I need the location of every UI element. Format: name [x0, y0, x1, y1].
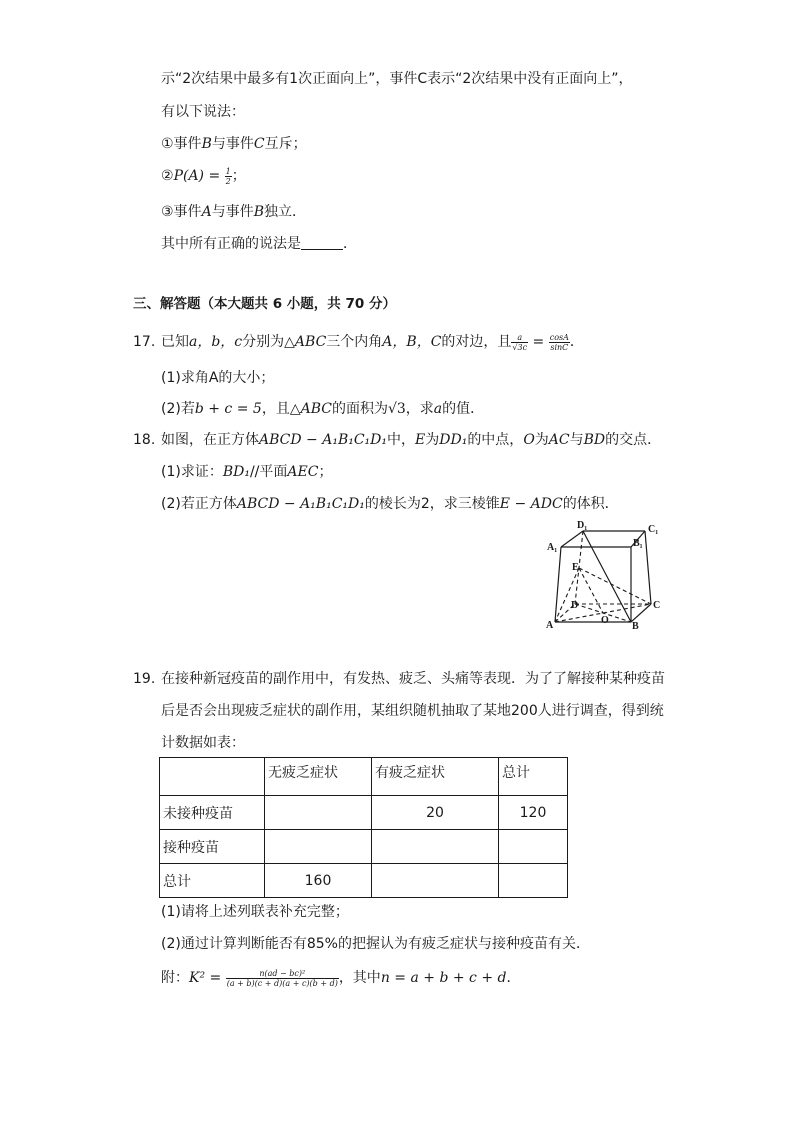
- q18-number: 18.: [133, 432, 156, 448]
- frac-den: 2: [225, 176, 231, 186]
- label-b: B: [632, 621, 639, 632]
- table-cell: [499, 830, 568, 864]
- text: 如图，在正方体: [161, 432, 259, 448]
- expr: b + c = 5: [194, 401, 262, 417]
- text: ，且: [261, 401, 290, 417]
- text: 三个内角: [326, 334, 383, 350]
- text: ．: [506, 970, 521, 986]
- table-cell: [372, 830, 499, 864]
- text: 与事件: [211, 136, 254, 152]
- text: 的交点．: [605, 432, 662, 448]
- text: 附：: [161, 970, 189, 986]
- text: 为: [534, 432, 549, 448]
- var-a: A: [201, 204, 212, 220]
- frac-num: a: [511, 333, 528, 343]
- triangle: △ABC: [284, 334, 327, 350]
- table-cell: [160, 758, 265, 796]
- frac-num: 1: [225, 166, 231, 176]
- triangle: △ABC: [289, 401, 332, 417]
- cube: ABCD − A₁B₁C₁D₁: [259, 432, 388, 448]
- q19-line1: 在接种新冠疫苗的副作用中，有发热、疲乏、头痛等表现．为了了解接种某种疫苗: [161, 671, 665, 687]
- q17-part1: (1)求角A的大小；: [161, 370, 275, 386]
- table-header-row: [160, 758, 568, 796]
- text: 已知: [161, 334, 189, 350]
- text: (1)求证：: [161, 464, 223, 480]
- label-c: C: [653, 600, 661, 611]
- var-b: B: [253, 204, 264, 220]
- text: //平面: [249, 464, 288, 480]
- text: 互斥；: [264, 136, 307, 152]
- q18-part2: [161, 494, 619, 514]
- plane-aec: AEC: [287, 464, 319, 480]
- table-cell: [372, 864, 499, 898]
- text: 的中点，: [467, 432, 524, 448]
- text: ，其中: [338, 970, 381, 986]
- text: 与事件: [211, 204, 254, 220]
- fraction-half: [225, 167, 232, 186]
- segment-bd1: BD₁: [222, 464, 250, 480]
- prob-expr: P(A) =: [173, 168, 225, 184]
- frac-num: n(ad − bc)²: [226, 969, 339, 979]
- segment-e-c: [579, 568, 651, 604]
- table-cell: [265, 796, 372, 830]
- table-cell: [499, 864, 568, 898]
- text: ，求: [405, 401, 434, 417]
- text: 的值．: [442, 401, 485, 417]
- point-o: O: [523, 432, 535, 448]
- q19-part1: (1)请将上述列联表补充完整；: [161, 904, 349, 920]
- text: (2)若正方体: [161, 496, 237, 512]
- n-expr: n = a + b + c + d: [380, 970, 507, 986]
- table-row-label: 未接种疫苗: [160, 796, 265, 830]
- k-squared: K² =: [189, 970, 226, 986]
- frac-den: √3c: [512, 342, 528, 352]
- q16-line1: 示“2次结果中最多有1次正面向上”，事件C表示“2次结果中没有正面向上”，: [161, 71, 633, 87]
- angles: A，B，C: [382, 334, 442, 350]
- table-row: [160, 830, 568, 864]
- text: 的面积为: [331, 401, 388, 417]
- q17-stem: [161, 332, 584, 352]
- segment-dd1: DD₁: [439, 432, 468, 448]
- label-d: D: [571, 600, 579, 611]
- text: ②: [161, 168, 174, 184]
- point-e: E: [415, 432, 426, 448]
- table-header-cell: 无疲乏症状: [265, 758, 372, 796]
- var-a: a: [433, 401, 443, 417]
- label-d1: D₁: [577, 520, 588, 531]
- q16-ask: [161, 234, 357, 254]
- section-title: 三、解答题（本大题共 6 小题，共 70 分）: [133, 296, 396, 312]
- table-cell: [265, 830, 372, 864]
- label-e: E: [572, 562, 579, 573]
- table-cell: 120: [499, 796, 568, 830]
- text: 为: [425, 432, 440, 448]
- text: 其中所有正确的说法是: [161, 236, 301, 252]
- text: 的对边，且: [441, 334, 512, 350]
- edge-a1-a: [555, 547, 561, 622]
- frac-den: sinC: [550, 342, 569, 352]
- edge-a1-d1: [561, 531, 583, 547]
- text: ；: [231, 168, 246, 184]
- segment-ac: AC: [548, 432, 570, 448]
- table-row: [160, 796, 568, 830]
- edge-c1-c: [645, 531, 651, 604]
- text: 中，: [387, 432, 416, 448]
- cube: ABCD − A₁B₁C₁D₁: [236, 496, 365, 512]
- q19-part2: (2)通过计算判断能否有85%的把握认为有疲乏症状与接种疫苗有关．: [161, 936, 590, 952]
- text: 的棱长为2，求三棱锥: [364, 496, 500, 512]
- q16-statement-3: [161, 202, 306, 222]
- label-c1: C₁: [648, 524, 659, 535]
- text: (2)若: [161, 401, 195, 417]
- sqrt3: √3: [387, 401, 406, 417]
- text: ；: [318, 464, 333, 480]
- table-row-label: 接种疫苗: [160, 830, 265, 864]
- label-a1: A₁: [547, 542, 558, 553]
- q19-appendix: [161, 968, 520, 988]
- contingency-table: [159, 757, 568, 898]
- fraction-a-over-sqrt3c: [511, 333, 528, 352]
- text: 与: [569, 432, 584, 448]
- var-b: B: [201, 136, 212, 152]
- q18-stem: [161, 430, 661, 450]
- table-header-cell: 有疲乏症状: [372, 758, 499, 796]
- table-header-cell: 总计: [499, 758, 568, 796]
- q17-number: 17.: [133, 334, 156, 350]
- q19-number: 19.: [133, 671, 156, 687]
- q16-statement-1: [161, 134, 307, 154]
- table-row-label: 总计: [160, 864, 265, 898]
- var-c: C: [253, 136, 265, 152]
- text: 独立．: [263, 204, 306, 220]
- answer-blank[interactable]: [301, 235, 343, 250]
- table-cell: 160: [265, 864, 372, 898]
- text: ①事件: [161, 136, 202, 152]
- table-row: [160, 864, 568, 898]
- frac-den: (a + b)(c + d)(a + c)(b + d): [226, 978, 338, 988]
- vars: a，b，c: [189, 334, 243, 350]
- label-b1: B₁: [633, 538, 643, 549]
- fraction-cosA-over-sinC: [549, 333, 570, 352]
- cube-figure: [545, 520, 665, 632]
- segment-bd: BD: [583, 432, 606, 448]
- q19-line2: 后是否会出现疲乏症状的副作用，某组织随机抽取了某地200人进行调查，得到统: [161, 703, 664, 719]
- q17-part2: [161, 399, 484, 419]
- q19-line3: 计数据如表：: [161, 735, 245, 751]
- q18-part1: [161, 462, 332, 482]
- text: ．: [569, 334, 584, 350]
- pyramid: E − ADC: [499, 496, 563, 512]
- frac-num: cosA: [549, 332, 569, 342]
- k-squared-fraction: [226, 969, 339, 988]
- table-cell: 20: [372, 796, 499, 830]
- label-a: A: [546, 620, 554, 631]
- text: ．: [343, 236, 357, 252]
- equals: =: [528, 334, 549, 350]
- text: 的体积．: [562, 496, 619, 512]
- text: ③事件: [161, 204, 202, 220]
- q16-line2: 有以下说法：: [161, 104, 245, 120]
- text: 分别为: [242, 334, 285, 350]
- label-o: O: [601, 615, 609, 626]
- q16-statement-2: [161, 166, 246, 186]
